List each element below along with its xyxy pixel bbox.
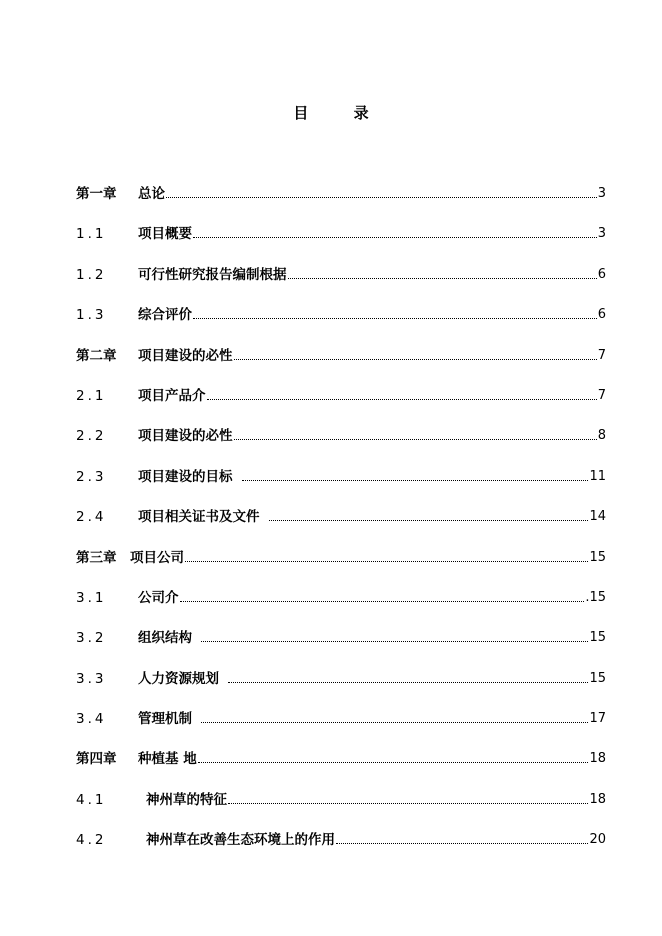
toc-entry-page: 17 [589,711,606,727]
toc-entry-page: .15 [585,589,606,605]
toc-entry[interactable] [76,628,606,668]
toc-entry-page: 3 [597,186,606,201]
toc-entry-title: 项目产品介 [138,387,206,404]
toc-entry-page: 15 [589,670,606,686]
toc-entry-title: 项目建设的必性 [138,428,233,445]
toc-dot-leader [180,588,585,602]
toc-entry[interactable] [76,548,606,588]
toc-entry-page: 20 [589,832,606,848]
toc-entry-title: 总论 [138,186,165,202]
toc-entry-page: 3 [597,226,606,242]
toc-entry-title: 人力资源规划 [138,670,219,687]
toc-entry-number: 2.4 [76,509,107,526]
toc-title: 目 录 [293,104,389,122]
toc-entry[interactable] [76,830,606,870]
toc-entry-title: 项目概要 [138,226,192,243]
toc-entry-title: 项目相关证书及文件 [138,509,260,526]
toc-entry[interactable] [76,265,606,305]
toc-entry-page: 18 [589,791,606,807]
toc-entry-page: 7 [597,387,606,403]
toc-entry-page: 14 [589,509,606,525]
toc-entry-number: 2.1 [76,387,107,404]
toc-entry[interactable] [76,588,606,628]
toc-entry-title: 公司介 [138,589,179,606]
toc-entry[interactable] [76,386,606,426]
toc-entry[interactable] [76,426,606,466]
toc-dot-leader [269,507,589,521]
toc-entry-title: 可行性研究报告编制根据 [138,266,287,283]
toc-entry[interactable] [76,346,606,386]
toc-entry[interactable] [76,507,606,547]
toc-dot-leader [207,386,597,400]
toc-entry-number: 1.2 [76,266,107,283]
toc-entry-title: 项目公司 [130,549,184,566]
toc-dot-leader [198,749,589,763]
toc-entry-title: 管理机制 [138,711,192,728]
toc-dot-leader [185,548,588,562]
toc-entry-title: 综合评价 [138,307,192,324]
toc-entry-title: 神州草的特征 [146,791,227,808]
toc-entry-number: 第二章 [76,347,117,364]
toc-entry-title: 种植基 地 [138,751,197,768]
toc-entry-number: 3.4 [76,711,107,728]
toc-list [76,184,606,871]
toc-entry-number: 第一章 [76,186,117,202]
toc-entry-number: 3.2 [76,630,107,647]
toc-entry-title: 项目建设的必性 [138,347,233,364]
toc-dot-leader [336,830,588,844]
toc-dot-leader [234,346,597,360]
toc-entry-page: 6 [597,307,606,323]
toc-entry-number: 第四章 [76,751,117,768]
toc-entry-page: 7 [597,347,606,363]
toc-entry[interactable] [76,669,606,709]
toc-entry[interactable] [76,709,606,749]
toc-entry-number: 3.1 [76,589,107,606]
toc-dot-leader [193,224,597,238]
toc-entry[interactable] [76,790,606,830]
toc-dot-leader [228,669,588,683]
toc-entry-number: 第三章 [76,549,117,566]
toc-entry-title: 组织结构 [138,630,192,647]
toc-entry-number: 2.2 [76,428,107,445]
toc-entry-page: 15 [589,549,606,565]
toc-entry-number: 1.1 [76,226,107,243]
toc-entry-number: 1.3 [76,307,107,324]
toc-dot-leader [201,709,588,723]
toc-entry[interactable] [76,224,606,264]
toc-entry-number: 4.1 [76,791,107,808]
toc-entry-page: 18 [589,751,606,767]
toc-entry[interactable] [76,749,606,789]
toc-entry-number: 3.3 [76,670,107,687]
toc-dot-leader [288,265,597,279]
toc-entry-title: 神州草在改善生态环境上的作用 [146,832,335,849]
toc-dot-leader [193,305,597,319]
toc-dot-leader [166,184,597,198]
toc-entry[interactable] [76,467,606,507]
toc-dot-leader [234,426,597,440]
toc-entry-page: 6 [597,266,606,282]
toc-entry[interactable] [76,184,606,224]
toc-entry-page: 11 [589,468,606,484]
toc-entry-title: 项目建设的目标 [138,468,233,485]
toc-entry-number: 2.3 [76,468,107,485]
toc-entry[interactable] [76,305,606,345]
toc-dot-leader [228,790,588,804]
toc-dot-leader [242,467,589,481]
toc-dot-leader [201,628,588,642]
toc-entry-number: 4.2 [76,832,107,849]
toc-entry-page: 8 [597,428,606,444]
toc-entry-page: 15 [589,630,606,646]
